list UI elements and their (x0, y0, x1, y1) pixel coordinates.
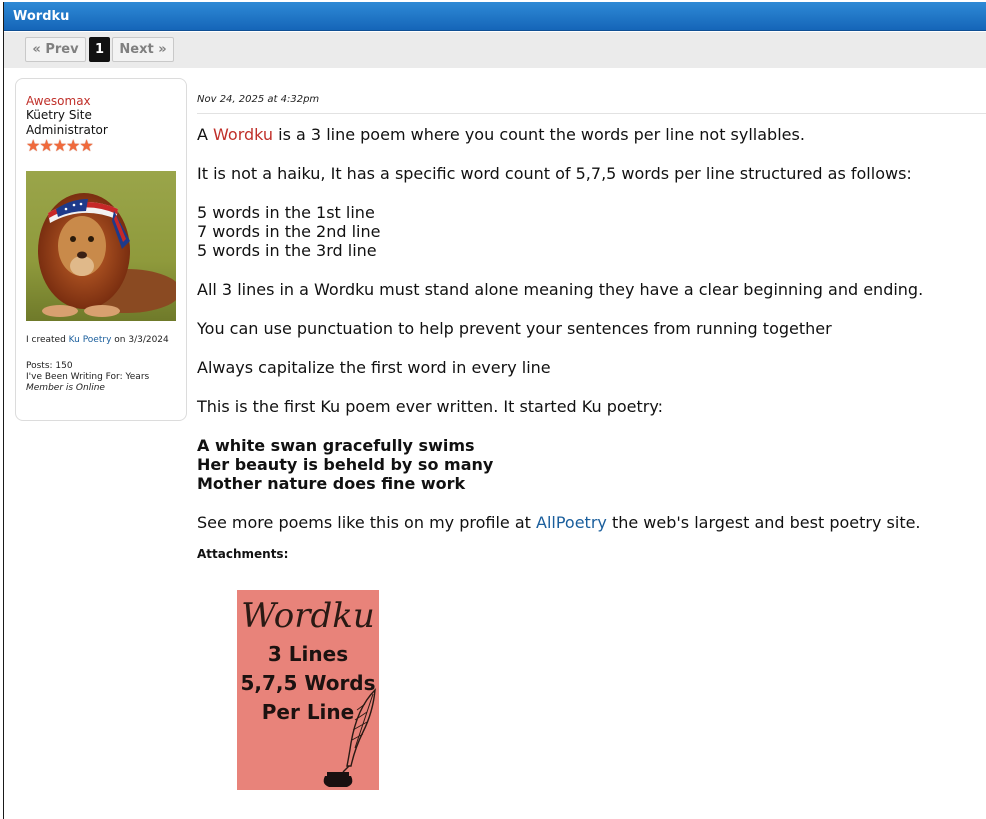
attachment-title: Wordku (241, 596, 375, 636)
author-writing-duration: I've Been Writing For: Years (26, 372, 150, 382)
prev-page-button[interactable]: « Prev (25, 37, 86, 62)
post-paragraph: It is not a haiku, It has a specific word count of 5,7,5 words per line structured as follows: (197, 164, 912, 183)
wordku-link[interactable]: Wordku (213, 125, 274, 144)
post-paragraph (197, 125, 986, 144)
author-username-link[interactable]: Awesomax (26, 94, 91, 108)
post-paragraph: You can use punctuation to help prevent your sentences from running together (197, 319, 832, 338)
post-date: Nov 24, 2025 at 4:32pm (197, 94, 320, 105)
signature-suffix: on 3/3/2024 (111, 335, 169, 345)
attachment-line: Per Line (261, 700, 355, 724)
attachments-label: Attachments: (197, 547, 289, 561)
forum-frame (3, 2, 986, 819)
author-profile-card (15, 78, 187, 421)
post-body (197, 125, 986, 552)
first-ku-poem (197, 436, 986, 493)
author-stats (26, 361, 149, 394)
attachment-line: 5,7,5 Words (240, 671, 376, 695)
allpoetry-link[interactable]: AllPoetry (536, 513, 607, 532)
attachment-thumbnail[interactable] (237, 590, 379, 790)
quill-ink-icon (317, 688, 379, 788)
poem-line: Mother nature does fine work (197, 474, 466, 493)
author-signature (26, 335, 169, 345)
post-divider (197, 113, 986, 114)
author-site-title: Küetry Site (26, 108, 92, 122)
rule-line: 7 words in the 2nd line (197, 222, 381, 241)
thread-title: Wordku (13, 9, 70, 24)
author-online-status: Member is Online (26, 383, 105, 393)
current-page-button[interactable]: 1 (89, 37, 110, 62)
attachment-line: 3 Lines (267, 642, 349, 666)
next-page-button[interactable]: Next » (112, 37, 174, 62)
rank-stars-icon: ★★★★★ (26, 136, 93, 155)
signature-ku-poetry-link[interactable]: Ku Poetry (68, 335, 112, 345)
pagination-bar (4, 32, 986, 68)
post-paragraph (197, 513, 986, 532)
lion-avatar-image (26, 171, 176, 321)
author-role: Administrator (26, 123, 108, 137)
signature-prefix: I created (26, 335, 69, 345)
p7-suffix: the web's largest and best poetry site. (606, 513, 921, 532)
rule-line: 5 words in the 1st line (197, 203, 375, 222)
word-count-rules (197, 203, 986, 260)
p1-suffix: is a 3 line poem where you count the words per line not syllables. (273, 125, 805, 144)
p1-prefix: A (197, 125, 214, 144)
p7-prefix: See more poems like this on my profile at (197, 513, 536, 532)
author-post-count: Posts: 150 (26, 361, 73, 371)
poem-line: A white swan gracefully swims (197, 436, 475, 455)
post-paragraph: This is the first Ku poem ever written. It started Ku poetry: (197, 397, 664, 416)
avatar (26, 171, 176, 321)
rule-line: 5 words in the 3rd line (197, 241, 377, 260)
thread-title-bar (4, 2, 986, 31)
post-paragraph: Always capitalize the first word in every line (197, 358, 551, 377)
post-paragraph: All 3 lines in a Wordku must stand alone meaning they have a clear beginning and ending. (197, 280, 924, 299)
poem-line: Her beauty is beheld by so many (197, 455, 494, 474)
